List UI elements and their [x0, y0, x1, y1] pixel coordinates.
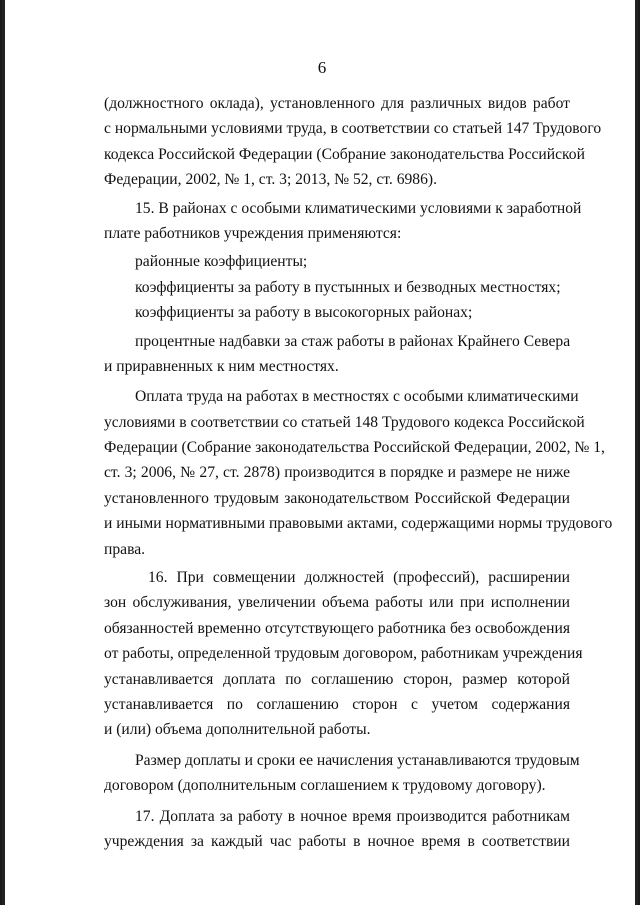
paragraph-15-pay	[104, 384, 613, 562]
list-item: районные коэффициенты;	[135, 253, 308, 271]
text-line: 17. Доплата за работу в ночное время производится работникам	[135, 807, 570, 825]
text-line: кодекса Российской Федерации (Собрание законодательства Российской	[104, 145, 585, 163]
text-line: и иными нормативными правовыми актами, содержащими нормы трудового	[104, 515, 613, 533]
text-line: с нормальными условиями труда, в соответствии со статьей 147 Трудового	[104, 120, 602, 138]
text-line: учреждения за каждый час работы в ночное время в соответствии	[104, 832, 570, 850]
text-line: и приравненных к ним местностях.	[104, 357, 339, 375]
text-line: плате работников учреждения применяются:	[104, 224, 402, 242]
text-line: условиями в соответствии со статьей 148 Трудового кодекса Российской	[104, 413, 585, 431]
list-item: коэффициенты за работу в пустынных и безводных местностях;	[135, 278, 561, 296]
text-line: права.	[104, 540, 146, 558]
text-line: 15. В районах с особыми климатическими условиями к заработной	[135, 199, 582, 217]
text-line: Размер доплаты и сроки ее начисления устанавливаются трудовым	[135, 751, 580, 769]
text-line: (должностного оклада), установленного для различных видов работ	[104, 95, 570, 112]
paragraph-16	[104, 565, 583, 743]
text-line: ст. 3; 2006, № 27, ст. 2878) производится в порядке и размере не ниже	[104, 464, 570, 482]
list-item: коэффициенты за работу в высокогорных районах;	[135, 304, 473, 322]
paragraph-continuation	[104, 91, 602, 193]
scan-border-left	[2, 0, 5, 905]
paragraph-16-size	[104, 748, 580, 799]
text-line: Федерации, 2002, № 1, ст. 3; 2013, № 52, ст. 6986).	[104, 171, 437, 189]
text-line: устанавливается по соглашению сторон с учетом содержания	[104, 695, 570, 713]
document-body	[104, 91, 613, 854]
text-line: установленного трудовым законодательством Российской Федерации	[104, 489, 570, 507]
paragraph-15-bonus	[104, 329, 570, 380]
page-number: 6	[317, 58, 327, 77]
text-line: договором (дополнительным соглашением к трудовому договору).	[104, 777, 546, 795]
paragraph-15	[104, 196, 582, 247]
text-line: устанавливается доплата по соглашению сторон, размер которой	[104, 670, 570, 688]
list-15	[104, 249, 570, 325]
text-line: Федерации (Собрание законодательства Российской Федерации, 2002, № 1,	[104, 439, 605, 457]
text-line: и (или) объема дополнительной работы.	[104, 721, 371, 739]
text-line: зон обслуживания, увеличении объема работы или при исполнении	[104, 594, 570, 612]
text-line: процентные надбавки за стаж работы в районах Крайнего Севера	[135, 332, 571, 350]
paragraph-17	[104, 804, 570, 855]
text-line: обязанностей временно отсутствующего работника без освобождения	[104, 619, 570, 637]
scan-border-right	[635, 0, 638, 905]
text-line: от работы, определенной трудовым договором, работникам учреждения	[104, 645, 583, 663]
text-line: 16. При совмещении должностей (профессий), расширении	[148, 569, 570, 587]
text-line: Оплата труда на работах в местностях с особыми климатическими	[135, 388, 579, 406]
